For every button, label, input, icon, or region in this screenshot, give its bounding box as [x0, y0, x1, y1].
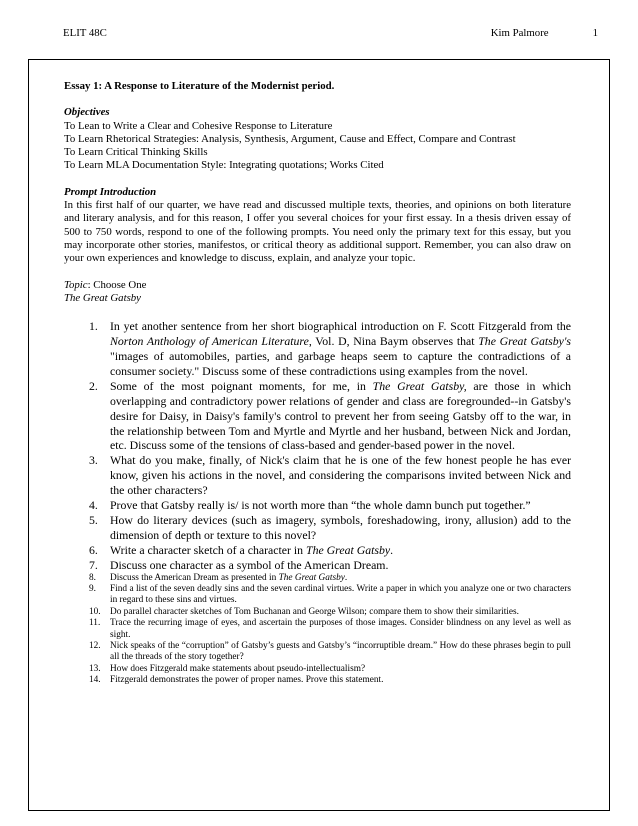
prompt-introduction-section: [64, 186, 571, 266]
prompt-item: [89, 641, 571, 664]
prompts-list: [89, 319, 571, 686]
prompt-item: [89, 379, 571, 454]
prompt-number: 13.: [89, 663, 101, 674]
prompt-number: 7.: [89, 557, 98, 572]
prompt-text: How does Fitzgerald make statements about pseudo-intellectualism?: [110, 663, 366, 674]
prompt-text: Discuss one character as a symbol of the American Dream.: [110, 557, 389, 572]
document-frame: [28, 59, 610, 811]
prompt-number: 6.: [89, 542, 98, 557]
header-page-number: 1: [592, 27, 598, 39]
header-right-group: [491, 27, 598, 40]
prompt-item: [89, 618, 571, 641]
prompt-text: Fitzgerald demonstrates the power of proper names. Prove this statement.: [110, 675, 384, 686]
prompt-text: Trace the recurring image of eyes, and ascertain the purposes of those images. Consider blindness on any level as well as sight.: [110, 618, 571, 640]
objective-line: To Learn MLA Documentation Style: Integrating quotations; Works Cited: [64, 159, 384, 172]
prompt-text: In yet another sentence from her short biographical introduction on F. Scott Fitzgerald from the Norton Anthology of American Literature, Vol. D, Nina Baym observes that The Great Gatsby's "images of automobiles, parties, and garbage heaps seem to capture the contradictions of a consumer society." Discuss some of these contradictions using examples from the novel.: [110, 319, 571, 378]
objectives-section: [64, 106, 571, 172]
page-header: [0, 0, 638, 40]
prompt-text: What do you make, finally, of Nick's claim that he is one of the few honest people he has ever know, given his actions in the novel, and considering the comparisons invited between Nick and the other characters?: [110, 453, 571, 498]
topic-label: Topic: [64, 278, 88, 291]
prompt-text: Find a list of the seven deadly sins and the seven cardinal virtues. Write a paper in which you analyze one or two characters in regard to these sins and virtues.: [110, 583, 571, 606]
prompt-number: 12.: [89, 641, 101, 651]
prompt-number: 14.: [89, 675, 101, 686]
prompt-item: [89, 675, 571, 686]
prompt-text: Write a character sketch of a character in The Great Gatsby.: [110, 542, 394, 557]
essay-title: Essay 1: A Response to Literature of the Modernist period.: [64, 80, 335, 92]
prompt-item: [89, 558, 571, 573]
topic-choose-one: : Choose One: [87, 278, 147, 291]
prompt-item: [89, 543, 571, 558]
header-author: Kim Palmore: [490, 27, 549, 39]
prompt-number: 1.: [89, 319, 98, 334]
prompt-introduction-heading: Prompt Introduction: [64, 185, 157, 198]
topic-line: [64, 279, 571, 292]
prompt-item: [89, 573, 571, 584]
prompt-text: Do parallel character sketches of Tom Buchanan and George Wilson; compare them to show their similarities.: [110, 606, 519, 617]
prompt-number: 10.: [89, 606, 101, 617]
prompt-number: 5.: [89, 512, 98, 527]
prompt-text: Some of the most poignant moments, for me, in The Great Gatsby, are those in which overlapping and contradictory power relations of gender and class are foregrounded--in Gatsby's desire for Daisy, in Daisy's family's control to prevent her from seeing Gatsby off to the war, in the relationship between Tom and Myrtle and Myrtle and her husband, between Nick and Jordan, etc. Discuss some of the tensions of class-based and gender-based power in the novel.: [110, 378, 571, 453]
objective-line: To Learn Critical Thinking Skills: [64, 146, 208, 159]
prompt-item: [89, 453, 571, 498]
header-course: ELIT 48C: [63, 27, 107, 39]
prompt-text: How do literary devices (such as imagery, symbols, foreshadowing, irony, allusion) add to the dimension of depth or texture to this novel?: [110, 512, 571, 542]
prompt-item: [89, 664, 571, 675]
prompt-number: 8.: [89, 572, 96, 583]
prompt-item: [89, 584, 571, 607]
prompt-number: 9.: [89, 583, 96, 594]
prompt-number: 3.: [89, 453, 98, 468]
book-title-line: [64, 292, 571, 305]
prompt-number: 4.: [89, 498, 98, 513]
book-title: The Great Gatsby: [64, 291, 141, 304]
prompt-item: [89, 498, 571, 513]
prompt-item: [89, 607, 571, 618]
topic-section: [64, 279, 571, 306]
prompt-number: 11.: [89, 618, 101, 629]
prompt-text: Discuss the American Dream as presented in The Great Gatsby.: [110, 572, 348, 583]
objective-line: To Learn Rhetorical Strategies: Analysis, Synthesis, Argument, Cause and Effect, Compare and Contrast: [64, 132, 516, 145]
prompt-item: [89, 319, 571, 379]
objective-line: To Lean to Write a Clear and Cohesive Response to Literature: [64, 119, 333, 132]
prompt-text: Nick speaks of the “corruption” of Gatsby’s guests and Gatsby’s “incorruptible dream.” How do these phrases begin to pull all the threads of the story together?: [110, 641, 571, 663]
objectives-heading: Objectives: [64, 106, 110, 119]
prompt-item: [89, 513, 571, 543]
prompt-introduction-paragraph: In this first half of our quarter, we have read and discussed multiple texts, theories, and opinions on both literature and literary analysis, and for this reason, I offer you several choices for your first essay. In a thesis driven essay of 500 to 750 words, respond to one of the following prompts. You need only the primary text for this essay, but you may incorporate other stories, manifestos, or critical theory as additional support. Remember, you can also draw on your own experiences and knowledge to discuss, explain, and analyze your topic.: [64, 199, 571, 265]
prompt-number: 2.: [89, 378, 98, 393]
prompt-text: Prove that Gatsby really is/ is not worth more than “the whole damn bunch put together.”: [110, 498, 531, 513]
